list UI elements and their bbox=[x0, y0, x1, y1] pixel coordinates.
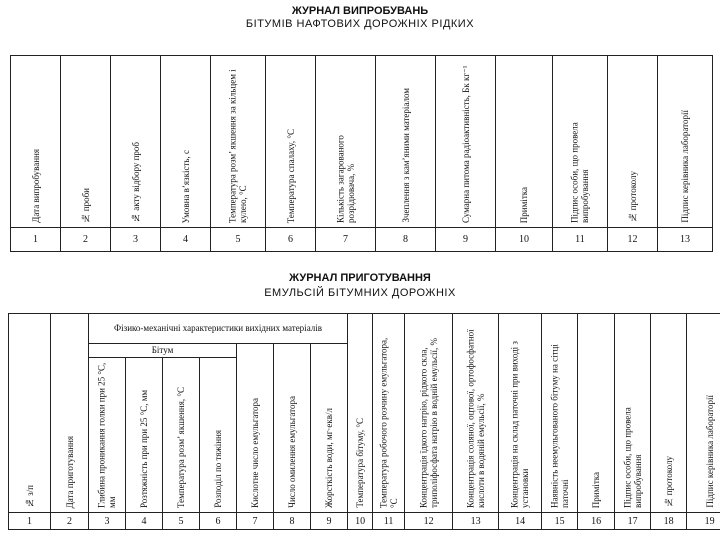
j2-col-2-header: Дата приготування bbox=[51, 314, 89, 513]
j2-num-3: 3 bbox=[89, 513, 126, 530]
j2-col-1-header: № з/п bbox=[9, 314, 51, 513]
journal2-title: ЖУРНАЛ ПРИГОТУВАННЯ bbox=[289, 272, 431, 284]
j1-col-13-header: Підпис керівника лабораторії bbox=[658, 56, 713, 228]
j2-num-7: 7 bbox=[237, 513, 274, 530]
j2-group-header: Фізико-механічні характеристики вихідних матеріалів bbox=[89, 314, 348, 344]
j1-col-8-header: Зчеплення з кам’яними матеріалом bbox=[376, 56, 436, 228]
j1-num-3: 3 bbox=[111, 228, 161, 252]
j2-num-10: 10 bbox=[348, 513, 373, 530]
j2-num-17: 17 bbox=[615, 513, 651, 530]
j1-col-3-header: № акту відбору проб bbox=[111, 56, 161, 228]
j2-num-4: 4 bbox=[126, 513, 163, 530]
j1-num-6: 6 bbox=[266, 228, 316, 252]
journal1-table bbox=[10, 55, 713, 252]
journal1-subtitle: БІТУМІВ НАФТОВИХ ДОРОЖНІХ РІДКИХ bbox=[245, 18, 475, 30]
j1-num-9: 9 bbox=[436, 228, 496, 252]
j2-col-18-header: № протоколу bbox=[651, 314, 687, 513]
j2-num-6: 6 bbox=[200, 513, 237, 530]
j2-col-13-header: Концентрація соляної, оцтової, ортофосфатної кислоти в водяній емульсії, % bbox=[453, 314, 499, 513]
j2-num-13: 13 bbox=[453, 513, 499, 530]
j2-col-8-header: Число омилення емульгатора bbox=[274, 344, 311, 513]
j2-num-18: 18 bbox=[651, 513, 687, 530]
j1-num-4: 4 bbox=[161, 228, 211, 252]
journal2-number-row bbox=[9, 513, 720, 530]
j1-col-11-header: Підпис особи, що провела випробування bbox=[553, 56, 608, 228]
j2-col-14-header: Концентрація на склад паточні при виході з установки bbox=[499, 314, 542, 513]
j1-num-10: 10 bbox=[496, 228, 553, 252]
j1-col-4-header: Умовна в’язкість, с bbox=[161, 56, 211, 228]
j2-col-15-header: Наявність неемульгованого бітуму на сітці паточні bbox=[542, 314, 578, 513]
j1-col-9-header: Сумарна питома радіоактивність, Бк кг⁻¹ bbox=[436, 56, 496, 228]
j2-num-9: 9 bbox=[311, 513, 348, 530]
j1-num-1: 1 bbox=[11, 228, 61, 252]
j2-num-16: 16 bbox=[578, 513, 615, 530]
j2-num-11: 11 bbox=[373, 513, 405, 530]
j2-num-1: 1 bbox=[9, 513, 51, 530]
j1-col-5-header: Температура розм’ якшення за кільцем і кулею, °С bbox=[211, 56, 266, 228]
j2-col-10-header: Температура бітуму, °С bbox=[348, 314, 373, 513]
j1-num-13: 13 bbox=[658, 228, 713, 252]
journal1-header-row bbox=[11, 56, 713, 228]
j1-num-8: 8 bbox=[376, 228, 436, 252]
j1-col-12-header: № протоколу bbox=[608, 56, 658, 228]
j2-num-19: 19 bbox=[687, 513, 720, 530]
j2-num-2: 2 bbox=[51, 513, 89, 530]
j2-col-4-header: Розтяжність при при 25 °С, мм bbox=[126, 358, 163, 513]
j2-num-14: 14 bbox=[499, 513, 542, 530]
j1-num-2: 2 bbox=[61, 228, 111, 252]
j2-col-16-header: Примітка bbox=[578, 314, 615, 513]
j2-col-3-header: Глибина проникання голки при 25 °С, мм bbox=[89, 358, 126, 513]
j2-col-5-header: Температура розм’ якшення, °С bbox=[163, 358, 200, 513]
j1-col-2-header: № проби bbox=[61, 56, 111, 228]
j2-col-12-header: Концентрація їдкого натрію, рідкого скла, триполіфосфата натрію в водній емульсії, % bbox=[405, 314, 453, 513]
journal1-title: ЖУРНАЛ ВИПРОБУВАНЬ bbox=[291, 5, 429, 17]
j2-num-15: 15 bbox=[542, 513, 578, 530]
j1-col-10-header: Примітка bbox=[496, 56, 553, 228]
j1-col-1-header: Дата випробування bbox=[11, 56, 61, 228]
j1-col-7-header: Кількість загарованого розрідювача, % bbox=[316, 56, 376, 228]
j1-num-7: 7 bbox=[316, 228, 376, 252]
journal2-group-row bbox=[9, 314, 720, 344]
journal1-number-row bbox=[11, 228, 713, 252]
j2-num-12: 12 bbox=[405, 513, 453, 530]
j2-num-5: 5 bbox=[163, 513, 200, 530]
journal2-subtitle: ЕМУЛЬСІЙ БІТУМНИХ ДОРОЖНІХ bbox=[264, 287, 456, 299]
journal2-table bbox=[8, 313, 720, 530]
j2-col-19-header: Підпис керівника лабораторії bbox=[687, 314, 720, 513]
j2-col-11-header: Температура робочого розчину емульгатора, °С bbox=[373, 314, 405, 513]
j2-col-9-header: Жорсткість води, мг·екв/л bbox=[311, 344, 348, 513]
j2-col-17-header: Підпис особи, що провела випробування bbox=[615, 314, 651, 513]
j1-num-5: 5 bbox=[211, 228, 266, 252]
j1-num-11: 11 bbox=[553, 228, 608, 252]
j2-subgroup-header: Бітум bbox=[89, 344, 237, 358]
j2-col-7-header: Кислотне число емульгатора bbox=[237, 344, 274, 513]
j2-num-8: 8 bbox=[274, 513, 311, 530]
j1-num-12: 12 bbox=[608, 228, 658, 252]
j2-col-6-header: Розподіл по тяжіння bbox=[200, 358, 237, 513]
j1-col-6-header: Температура спалаху, °С bbox=[266, 56, 316, 228]
